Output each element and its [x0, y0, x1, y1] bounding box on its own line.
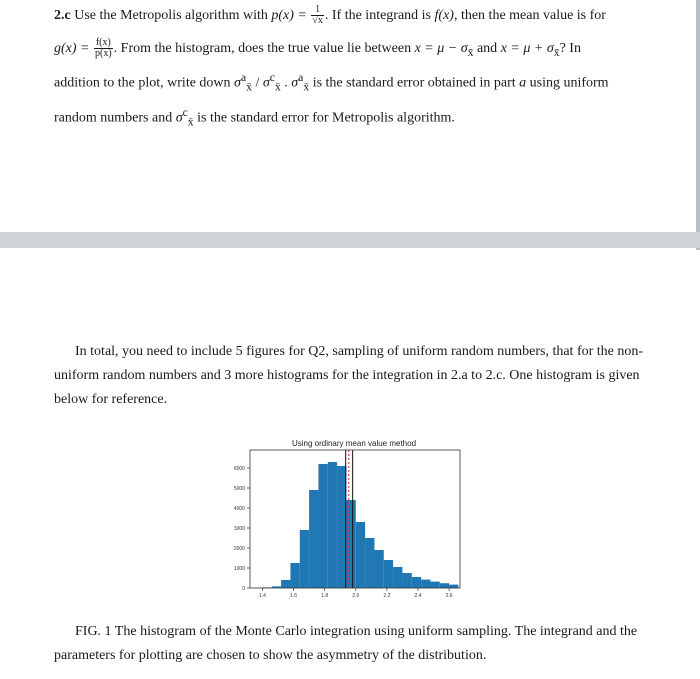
histogram-bar [318, 464, 327, 588]
histogram-bar [337, 466, 346, 588]
x-tick-label: 2.6 [445, 593, 453, 599]
y-tick-label: 3000 [233, 526, 245, 532]
problem-line-1: 2.c Use the Metropolis algorithm with p(x) = $\frac{1}{√x}$ . If the integrand is f(x), then the mean value is for [54, 4, 606, 27]
x-tick-label: 2.0 [352, 593, 360, 599]
histogram-bar [356, 522, 365, 588]
caption-line-2: parameters for plotting are chosen to show the asymmetry of the distribution. [54, 648, 487, 663]
histogram-bar [421, 580, 430, 588]
x-tick-label: 2.4 [414, 593, 422, 599]
y-tick-label: 6000 [233, 466, 245, 472]
page-separator [0, 232, 700, 248]
problem-line-3: addition to the plot, write down $\sigma^a_{x̄} / \sigma^c_{x̄}$ . $\sigma^a_{x̄}$ is the standard error obtained in part a using uniform [54, 70, 609, 94]
histogram-bar [365, 538, 374, 588]
g-fraction: $\frac{f(x)}{p(x)}$ [95, 37, 112, 60]
y-tick-label: 4000 [233, 506, 245, 512]
y-tick-label: 0 [242, 586, 245, 592]
instructions-line-3: below for reference. [54, 392, 168, 407]
histogram-bar [412, 577, 421, 588]
figure-caption [54, 620, 664, 668]
y-tick-label: 5000 [233, 486, 245, 492]
instructions-line-1: In total, you need to include 5 figures for Q2, sampling of uniform random numbers, that for the non- [75, 344, 644, 359]
histogram-bar [300, 530, 309, 588]
histogram-bar [449, 585, 458, 588]
instructions-text [54, 340, 654, 412]
x-tick-label: 1.4 [258, 593, 266, 599]
histogram-bar [374, 550, 383, 588]
instructions-line-2: uniform random numbers and 3 more histograms for the integration in 2.a to 2.c. One histogram is given [54, 368, 640, 383]
histogram-bar [328, 462, 337, 588]
histogram-bar [281, 580, 290, 588]
histogram-bar [430, 582, 439, 588]
chart-title: Using ordinary mean value method [291, 439, 417, 448]
x-tick-label: 1.8 [321, 593, 329, 599]
histogram-bar [346, 500, 355, 588]
y-tick-label: 2000 [233, 546, 245, 552]
histogram-bar [393, 567, 402, 588]
p-fraction: $\frac{1}{√x}$ [312, 4, 323, 27]
problem-label: 2.c [54, 8, 71, 23]
problem-2c-text [54, 4, 654, 135]
y-tick-label: 1000 [233, 566, 245, 572]
histogram-bar [309, 490, 318, 588]
histogram-bar [384, 560, 393, 588]
histogram-bar [440, 583, 449, 588]
histogram-bar [402, 573, 411, 588]
problem-line-2: g(x) = $\frac{f(x)}{p(x)}$ . From the histogram, does the true value lie between $x = \mu - \sigma_{x̄}$ and $x = \mu + \sigma_{x̄}$? In [54, 37, 581, 60]
problem-line-4: random numbers and $\sigma^c_{x̄}$ is the standard error for Metropolis algorithm. [54, 106, 455, 129]
histogram-bar [290, 563, 299, 588]
caption-line-1: FIG. 1 The histogram of the Monte Carlo integration using uniform sampling. The integrand and the [75, 624, 638, 639]
histogram-chart [210, 434, 470, 604]
x-tick-label: 2.2 [383, 593, 391, 599]
page-edge-shadow [696, 0, 700, 250]
x-tick-label: 1.6 [290, 593, 298, 599]
